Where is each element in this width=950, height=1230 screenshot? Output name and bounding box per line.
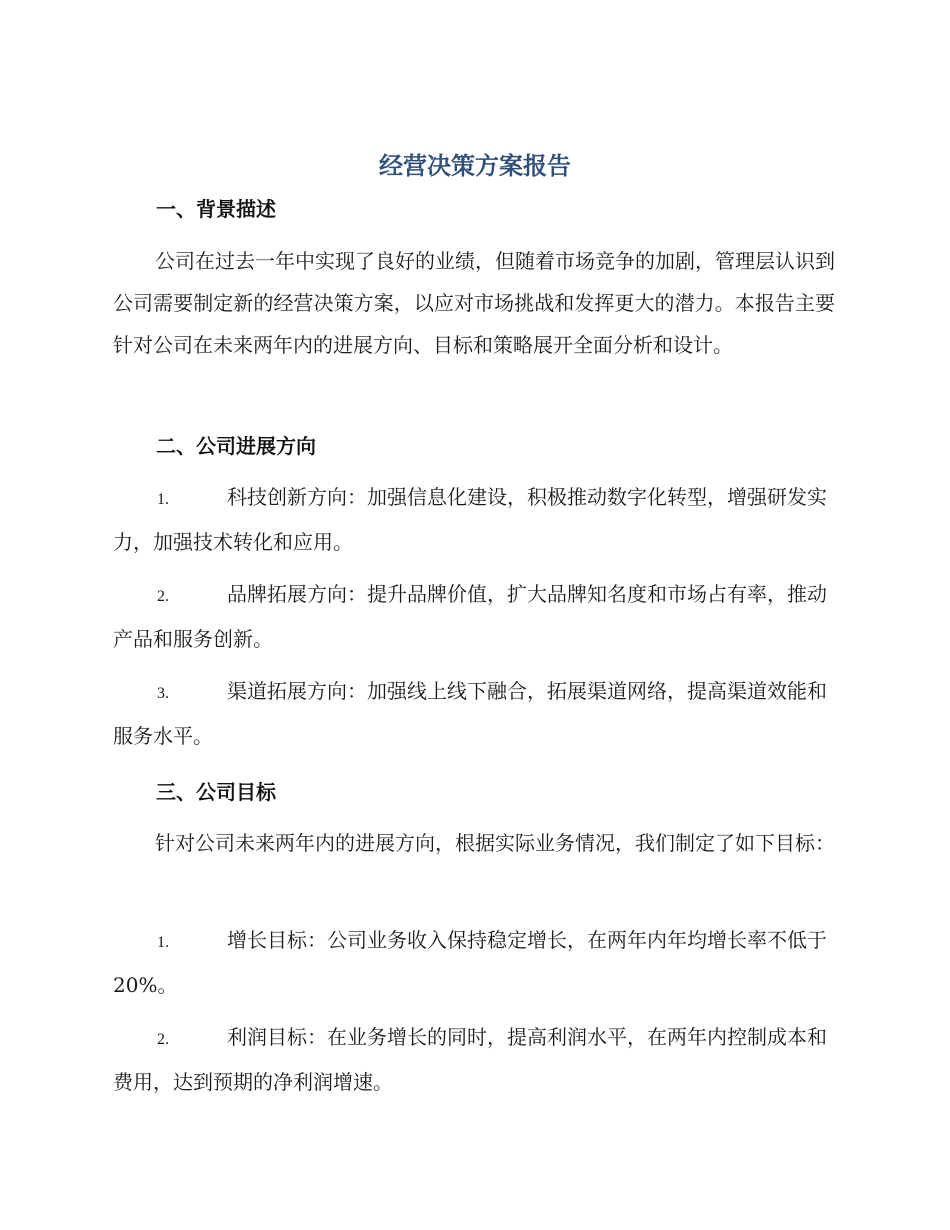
list-item-number: 2. [157, 588, 169, 605]
section-heading-direction: 二、公司进展方向 [156, 434, 316, 458]
list-item-text: 增长目标：公司业务收入保持稳定增长，在两年内年均增长率不低于 20%。 [113, 928, 827, 997]
paragraph-background: 公司在过去一年中实现了良好的业绩，但随着市场竞争的加剧，管理层认识到公司需要制定新的经营决策方案，以应对市场挑战和发挥更大的潜力。本报告主要针对公司在未来两年内的进展方向、目标和策略展开全面分析和设计。 [113, 249, 835, 357]
list-item-text: 品牌拓展方向：提升品牌价值，扩大品牌知名度和市场占有率，推动产品和服务创新。 [113, 582, 827, 651]
list-item-goal-1 [113, 919, 835, 1006]
list-item-text: 渠道拓展方向：加强线上线下融合，拓展渠道网络，提高渠道效能和服务水平。 [113, 679, 827, 748]
section-heading-background: 一、背景描述 [156, 197, 276, 221]
list-item-direction-1 [113, 476, 835, 563]
list-item-number: 2. [157, 1031, 169, 1048]
list-item-text: 科技创新方向：加强信息化建设，积极推动数字化转型，增强研发实力，加强技术转化和应用。 [113, 485, 827, 554]
list-item-number: 1. [157, 934, 169, 951]
paragraph-goals-intro: 针对公司未来两年内的进展方向，根据实际业务情况，我们制定了如下目标： [155, 831, 835, 855]
document-title: 经营决策方案报告 [379, 152, 571, 180]
list-item-number: 1. [157, 491, 169, 508]
list-item-goal-2 [113, 1016, 835, 1103]
list-item-direction-2 [113, 573, 835, 660]
section-heading-goals: 三、公司目标 [156, 780, 276, 804]
list-item-number: 3. [157, 685, 169, 702]
list-item-text: 利润目标：在业务增长的同时，提高利润水平，在两年内控制成本和费用，达到预期的净利润增速。 [113, 1025, 827, 1094]
list-item-direction-3 [113, 670, 835, 757]
